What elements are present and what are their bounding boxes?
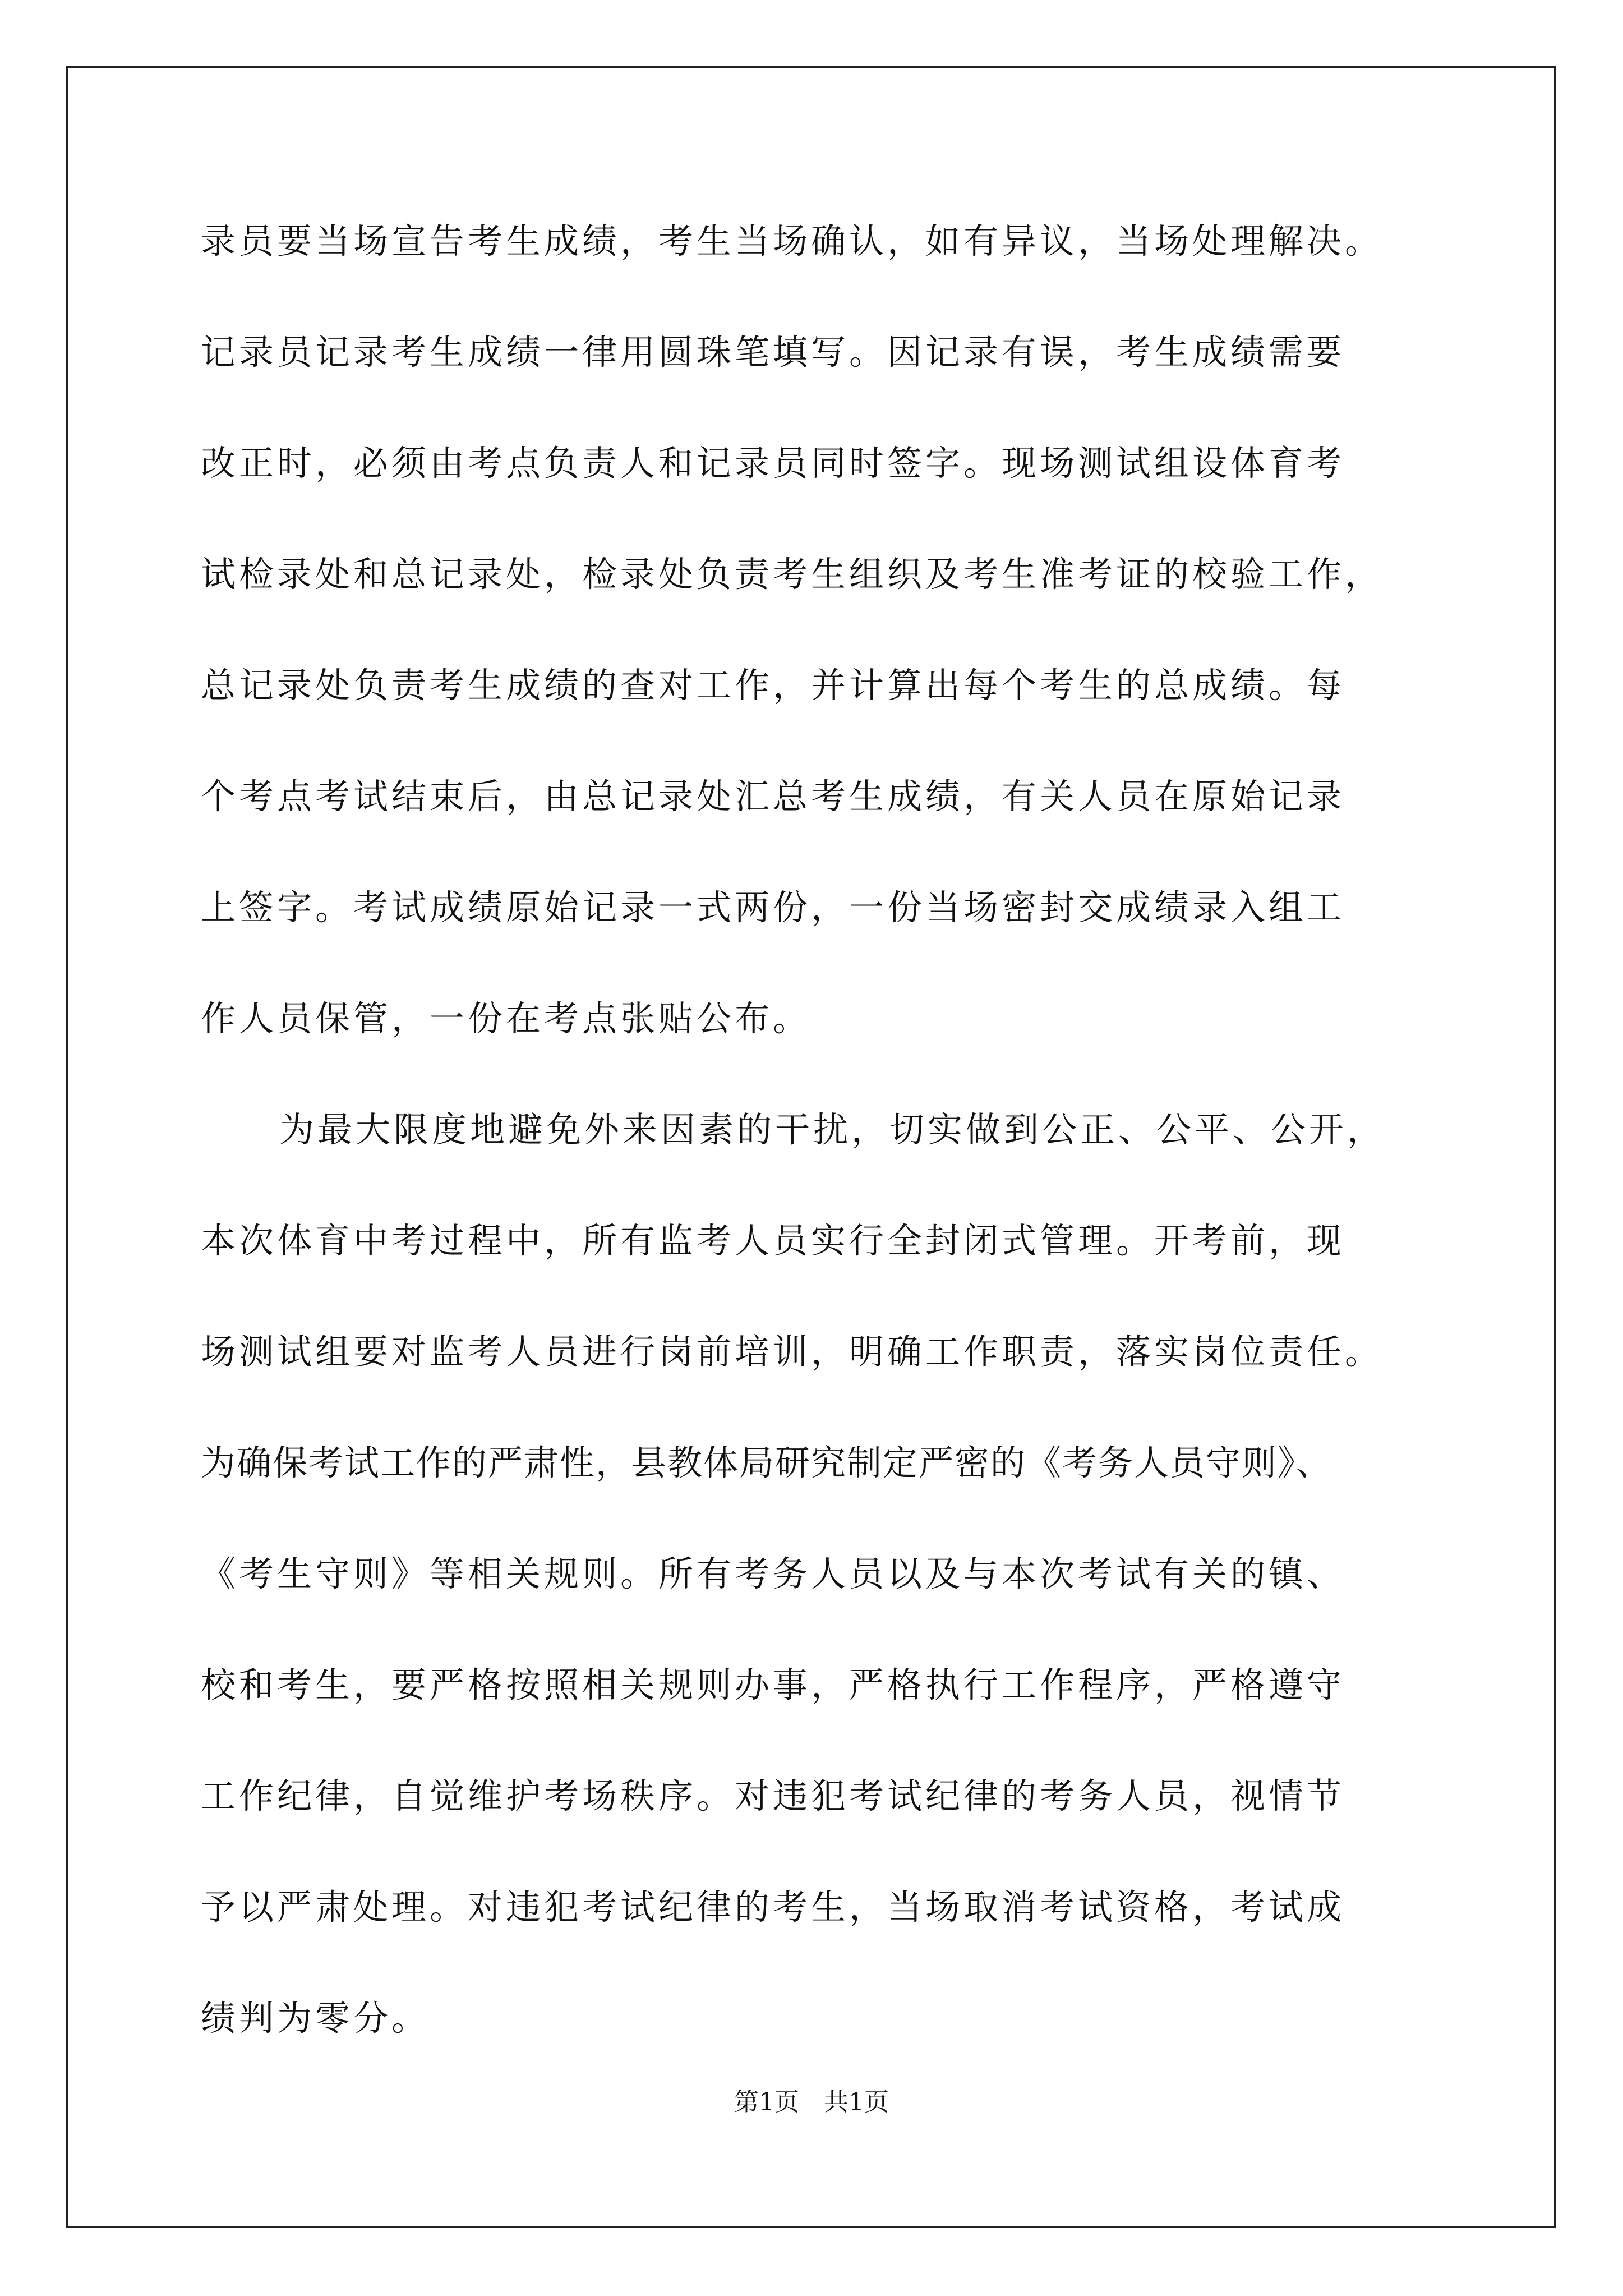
text-line: 总记录处负责考生成绩的查对工作，并计算出每个考生的总成绩。每 (201, 665, 1345, 706)
paragraph-first-line: 为最大限度地避免外来因素的干扰，切实做到公正、公平、公开， (279, 1109, 1386, 1150)
text-line: 改正时，必须由考点负责人和记录员同时签字。现场测试组设体育考 (201, 443, 1345, 484)
text-line: 为确保考试工作的严肃性，县教体局研究制定严密的《考务人员守则》、 (201, 1442, 1332, 1483)
text-line: 录员要当场宣告考生成绩，考生当场确认，如有异议，当场处理解决。 (201, 220, 1384, 261)
text-line: 场测试组要对监考人员进行岗前培训，明确工作职责，落实岗位责任。 (201, 1331, 1384, 1372)
text-line: 工作纪律，自觉维护考场秩序。对违犯考试纪律的考务人员，视情节 (201, 1775, 1345, 1816)
text-line: 绩判为零分。 (201, 1998, 430, 2039)
page-number: 第1页 共1页 (734, 2088, 889, 2116)
text-line: 作人员保管，一份在考点张贴公布。 (201, 998, 811, 1039)
text-line: 予以严肃处理。对违犯考试纪律的考生，当场取消考试资格，考试成 (201, 1887, 1345, 1927)
text-line: 记录员记录考生成绩一律用圆珠笔填写。因记录有误，考生成绩需要 (201, 332, 1345, 372)
text-line: 试检录处和总记录处，检录处负责考生组织及考生准考证的校验工作， (201, 554, 1384, 595)
text-line: 个考点考试结束后，由总记录处汇总考生成绩，有关人员在原始记录 (201, 776, 1345, 817)
text-line: 《考生守则》等相关规则。所有考务人员以及与本次考试有关的镇、 (201, 1553, 1345, 1594)
text-line: 本次体育中考过程中，所有监考人员实行全封闭式管理。开考前，现 (201, 1220, 1345, 1261)
text-line: 校和考生，要严格按照相关规则办事，严格执行工作程序，严格遵守 (201, 1664, 1345, 1705)
text-line: 上签字。考试成绩原始记录一式两份，一份当场密封交成绩录入组工 (201, 887, 1345, 928)
